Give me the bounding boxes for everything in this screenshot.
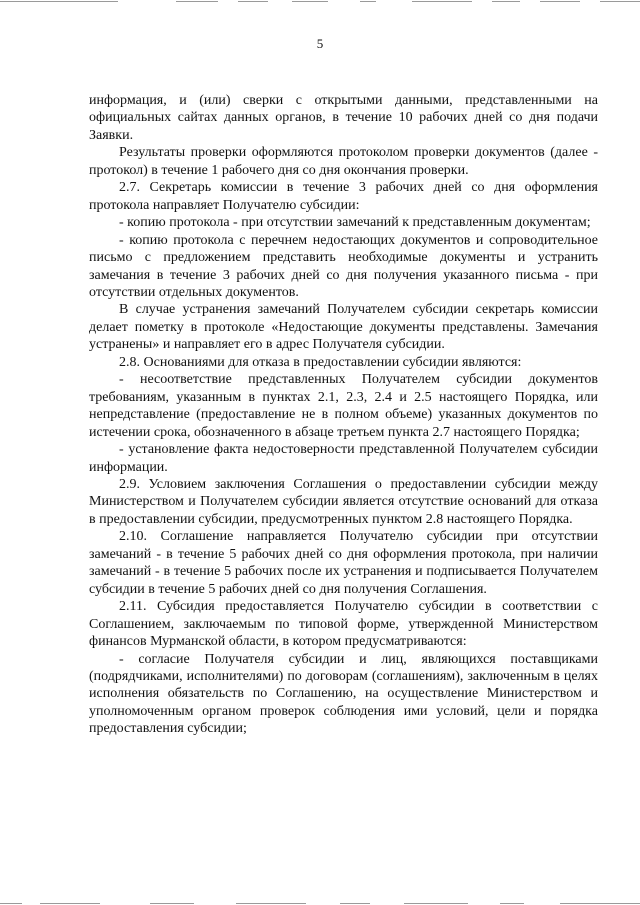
paragraph: - несоответствие представленных Получателем субсидии документов требованиям, указанным в пунктах 2.1, 2.3, 2.4 и 2.5 настоящего Порядка, или непредставление (предоставление не в полном объеме) указанных документов по истечении срока, обозначенного в абзаце третьем пункта 2.7 настоящего Порядка;	[89, 372, 598, 440]
paragraph: - согласие Получателя субсидии и лиц, являющихся поставщиками (подрядчиками, исполнителями) по договорам (соглашениям), заключенным в целях исполнения обязательств по Соглашению, на осуществление Министерством и уполномоченным органом проверок соблюдения ими условий, цели и порядка предоставления субсидии;	[89, 651, 598, 737]
scan-top-edge	[0, 0, 640, 3]
paragraph: 2.9. Условием заключения Соглашения о предоставлении субсидии между Министерством и Получателем субсидии является отсутствие оснований для отказа в предоставлении субсидии, предусмотренных пунктом 2.8 настоящего Порядка.	[89, 476, 598, 527]
paragraph: 2.10. Соглашение направляется Получателю субсидии при отсутствии замечаний - в течение 5 рабочих дней со дня оформления протокола, при наличии замечаний - в течение 5 рабочих после их устранения и подписывается Получателем субсидии в течение 5 рабочих дней со дня получения Соглашения.	[89, 529, 598, 597]
page-number: 5	[316, 36, 324, 51]
document-body	[89, 92, 598, 738]
paragraph: - установление факта недостоверности представленной Получателем субсидии информации.	[89, 442, 598, 475]
paragraph: В случае устранения замечаний Получателем субсидии секретарь комиссии делает пометку в протоколе «Недостающие документы представлены. Замечания устранены» и направляет его в адрес Получателя субсидии.	[89, 302, 598, 353]
paragraph: 2.8. Основаниями для отказа в предоставлении субсидии являются:	[119, 354, 522, 370]
paragraph: Результаты проверки оформляются протоколом проверки документов (далее - протокол) в течение 1 рабочего дня со дня окончания проверки.	[89, 145, 598, 178]
paragraph: - копию протокола с перечнем недостающих документов и сопроводительное письмо с предложением представить необходимые документы и устранить замечания в течение 3 рабочих дней со дня получения указанного письма - при отсутствии отдельных документов.	[89, 232, 598, 300]
paragraph: 2.7. Секретарь комиссии в течение 3 рабочих дней со дня оформления протокола направляет Получателю субсидии:	[89, 180, 598, 213]
paragraph: - копию протокола - при отсутствии замечаний к представленным документам;	[119, 215, 591, 231]
paragraph: 2.11. Субсидия предоставляется Получателю субсидии в соответствии с Соглашением, заключаемым по типовой форме, утвержденной Министерством финансов Мурманской области, в котором предусматриваются:	[89, 599, 598, 650]
paragraph: информация, и (или) сверки с открытыми данными, представленными на официальных сайтах данных органов, в течение 10 рабочих дней со дня подачи Заявки.	[89, 93, 598, 143]
